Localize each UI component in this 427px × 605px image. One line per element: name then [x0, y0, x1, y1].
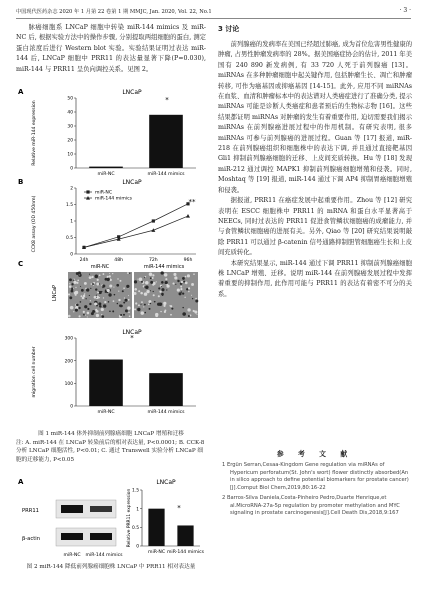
micro-row-label: LNCaP: [52, 284, 58, 302]
micrograph-cell: [98, 302, 101, 305]
micrograph-cell: [150, 277, 152, 279]
micrograph-cell: [107, 289, 110, 292]
micrograph-cell: [158, 287, 160, 289]
micrograph-cell: [164, 273, 168, 277]
chart-c-bar: [149, 373, 183, 406]
micrograph-cell: [107, 278, 110, 281]
micrograph-cell: [139, 277, 143, 281]
micrograph-cell: [82, 297, 85, 300]
micrograph-cell: [126, 285, 129, 288]
chart-b-x-tick-label: 96h: [183, 258, 193, 263]
micrograph-cell: [84, 305, 87, 308]
chart-c-y-tick-label: 0: [70, 404, 73, 410]
figure-2-letter: A: [18, 478, 24, 486]
micrograph-cell: [161, 271, 164, 274]
chart-b-legend-marker: [86, 190, 89, 193]
micrograph-cell: [160, 311, 161, 312]
micrograph-cell: [171, 308, 173, 310]
micrograph-cell: [161, 293, 164, 296]
micrograph-cell: [166, 285, 169, 288]
blot-lane-mimics: miR-144 mimics: [85, 553, 123, 558]
micrograph-cell: [152, 277, 154, 279]
micrograph-cell: [144, 304, 146, 306]
micrograph-cell: [194, 311, 197, 314]
micrograph-cell: [137, 279, 138, 280]
micrograph-cell: [145, 276, 146, 277]
chart-a-y-tick-label: 20: [67, 138, 73, 144]
micrograph-cell: [91, 283, 93, 285]
micrograph-cell: [193, 273, 195, 275]
micrograph-cell: [78, 307, 80, 309]
micrograph-cell: [195, 300, 198, 303]
micrograph-cell: [118, 299, 120, 301]
micrograph-cell: [137, 308, 140, 311]
results-paragraph: 脉癌细胞系 LNCaP 细胞中转染 miR-144 mimics 及 miR-NC 后, 根据实验方法中的操作步骤, 分别提取两组细胞的蛋白, 测定蛋白浓度后进行 Western blot 实验。实验结果证明过表达 miR-144 后, LNCaP 细胞中 PRR11 的表达量显著下降(P=0.030), miR-144 与 PRR11 呈负向调控关系。见图 2。: [16, 24, 206, 73]
micrograph-cell: [129, 315, 131, 317]
micrographs: [68, 271, 198, 318]
micrograph-cell: [93, 285, 94, 286]
micrograph-cell: [140, 292, 143, 295]
left-column-text: [16, 23, 206, 75]
micrograph-cell: [91, 276, 93, 278]
micrograph-cell: [77, 280, 79, 282]
micrograph-cell: [103, 304, 106, 307]
figure-2-caption: [16, 563, 206, 572]
micrograph-cell: [138, 290, 140, 292]
micrograph-cell: [152, 274, 154, 276]
chart-d-x-tick-label: miR-NC: [147, 550, 166, 555]
micrograph-cell: [68, 293, 70, 295]
micrograph-cell: [109, 273, 110, 274]
discussion-paragraph-1: 前列腺癌的发病率在美国已经超过肺癌, 成为首位危害男性健康的肿瘤, 占男性肿瘤发病率的 28%。据美国癌症协会的估计, 2011 年美国有 240 890 新发病例, 有 33 720 人死于前列腺癌 [13]。miRNAs 在多种肿瘤细胞中起关键作用, 包括肿瘤生长、凋亡和肿瘤转移, 可作为癌基因或抑癌基因 [14-15]。此外, 应用不同 miRNAs 在血浆、血清和肿瘤标本中的表达谱对人类癌症进行了准确分类, 提示 miRNAs 可能是诊断人类癌症和患者预后的生物标志物 [16]。这些结果都证明 miRNAs 对肿瘤的发生有着重要作用, 迫切需要我们揭示 miRNAs 在前列腺癌进展过程中的作用机制。有研究表明, 很多 miRNAs 可参与前列腺癌的进展过程。Guan 等 [17] 报道, miR-218 在前列腺癌组织和细胞株中的表达下调, 并且通过直接靶基因 Gli1 抑制前列腺癌细胞的迁移、上皮间充质转换。Hu 等 [18] 发现 miR-212 通过调控 MAPK1 抑制前列腺癌细胞增殖和侵袭。同时, Moshtaq 等 [19] 报道, miR-144 通过下调 AP4 抑制胃癌细胞增殖和侵袭。: [218, 41, 412, 194]
micrograph-cell: [129, 273, 130, 274]
micrograph-cell: [183, 281, 185, 283]
reference-item: 2 Barros-Silva Daniela,Costa-Pinheiro Pedro,Duarte Henrique,et al.MicroRNA-27a-5p regulation by promoter methylation and MYC signaling in prostate carcinogenesis[J].Cell Death Dis,2018,9:167: [222, 494, 400, 517]
chart-c-y-tick-label: 100: [64, 381, 73, 387]
micrograph-cell: [140, 304, 141, 305]
micrograph-cell: [69, 283, 70, 284]
micrograph-cell: [87, 312, 90, 315]
micrograph-cell: [161, 288, 164, 291]
chart-a-y-tick-label: 0: [70, 166, 73, 172]
figure-1-caption: [16, 430, 206, 464]
micrograph-cell: [134, 288, 137, 291]
micrograph-cell: [144, 292, 148, 296]
micrograph-cell: [148, 300, 151, 303]
micrograph-cell: [75, 287, 76, 288]
chart-b-point: [152, 219, 155, 222]
chart-b-legend-label: miR-NC: [95, 190, 113, 196]
micrograph-cell: [188, 315, 190, 317]
micrograph-cell: [73, 281, 76, 284]
micrograph-cell: [153, 294, 155, 296]
micrograph-cell: [69, 285, 72, 288]
micrograph-cell: [163, 302, 166, 305]
chart-b-series-line: [84, 204, 188, 248]
chart-d: [132, 488, 205, 555]
micrograph-cell: [187, 274, 190, 277]
micrograph-cell: [144, 312, 146, 314]
micrograph-cell: [102, 284, 105, 287]
micrograph-cell: [149, 308, 151, 310]
micrograph-cell: [155, 314, 158, 317]
micrograph-cell: [153, 291, 154, 292]
micrograph-cell: [173, 273, 176, 276]
micrograph-cell: [92, 310, 95, 313]
chart-c: [65, 336, 196, 415]
micrograph-cell: [172, 283, 174, 285]
micrograph-cell: [109, 275, 111, 277]
micrograph-cell: [69, 296, 72, 299]
chart-c-x-tick-label: miR-NC: [97, 410, 115, 415]
micrograph-cell: [177, 289, 180, 292]
chart-b-y-tick-label: 0: [70, 252, 73, 258]
micrograph-cell: [80, 286, 81, 287]
micrograph-cell: [149, 273, 153, 277]
micrograph-cell: [165, 278, 167, 280]
micrograph-cell: [90, 300, 91, 301]
micrograph-cell: [94, 302, 97, 305]
micrograph-cell: [196, 314, 197, 315]
micrograph-cell: [73, 279, 74, 280]
micrograph-cell: [128, 312, 130, 314]
chart-a-bar: [149, 115, 183, 168]
running-header: [16, 6, 411, 19]
micrograph-cell: [85, 315, 86, 316]
figure-1-caption-title: 图 1 miR-144 体外抑制前列腺癌细胞 LNCaP 增殖和迁移: [38, 431, 184, 437]
panel-b-letter: B: [18, 178, 24, 186]
micrograph-cell: [89, 303, 91, 305]
micrograph-cell: [117, 278, 118, 279]
micrograph-cell: [175, 284, 176, 285]
micrograph-cell: [80, 295, 82, 297]
micrograph-cell: [181, 281, 183, 283]
micrograph-cell: [103, 297, 104, 298]
micrograph-cell: [120, 280, 122, 282]
micrograph-cell: [118, 291, 119, 292]
micro-column-1: miR-NC: [90, 264, 110, 270]
micrograph-cell: [99, 305, 102, 308]
micrograph-cell: [141, 281, 143, 283]
micrograph-cell: [159, 291, 161, 293]
micrograph-cell: [89, 274, 90, 275]
micrograph-cell: [87, 316, 88, 317]
micrograph-cell: [76, 304, 79, 307]
micrograph-cell: [191, 295, 192, 296]
micrograph-cell: [185, 276, 187, 278]
micrograph-cell: [185, 282, 188, 285]
micrograph-cell: [177, 280, 179, 282]
micrograph-cell: [117, 303, 119, 305]
micrograph-cell: [179, 292, 182, 295]
figure-2: [16, 476, 206, 560]
chart-a-y-tick-label: 10: [67, 152, 73, 158]
micrograph-cell: [101, 314, 102, 315]
references-list: [222, 462, 412, 520]
micrograph-cell: [145, 286, 149, 290]
blot-band-actin-mimics: [90, 533, 112, 540]
micrograph-cell: [102, 273, 104, 275]
micrograph-cell: [81, 289, 84, 292]
blot-band-prr11-mimics: [90, 506, 112, 512]
micrograph-cell: [182, 292, 184, 294]
micrograph-cell: [164, 311, 166, 313]
micrograph-cell: [108, 293, 111, 296]
micrograph-cell: [169, 305, 170, 306]
micrograph-cell: [95, 288, 97, 290]
micrograph-cell: [127, 306, 130, 309]
micrograph-cell: [128, 295, 129, 296]
section-heading: 3 讨论: [218, 25, 240, 33]
figure-2-caption-text: 图 2 miR-144 降低前列腺癌细胞株 LNCaP 中 PRR11 相对表达量: [26, 564, 196, 570]
panel-a-ylabel: Relative miR-144 expression: [32, 100, 37, 166]
micrograph-cell: [96, 297, 97, 298]
micrograph-cell: [144, 277, 145, 278]
chart-a-y-tick-label: 50: [67, 96, 73, 102]
micrograph-cell: [123, 287, 125, 289]
micrograph-cell: [182, 312, 186, 316]
micrograph-cell: [181, 291, 182, 292]
micrograph-cell: [83, 311, 85, 313]
chart-a-x-tick-label: miR-144 mimics: [147, 172, 185, 177]
micrograph-cell: [108, 301, 110, 303]
panel-b-title: LNCaP: [122, 179, 142, 186]
micrograph-cell: [125, 309, 128, 312]
micrograph-cell: [143, 306, 144, 307]
micrograph-cell: [99, 274, 101, 276]
blot-label-prr11: PRR11: [22, 508, 39, 514]
references-heading: 参 考 文 献: [276, 450, 354, 458]
panel-b-significance: **: [188, 198, 196, 206]
chart-b-y-tick-label: 1.5: [66, 203, 73, 209]
micrograph-cell: [188, 291, 190, 293]
micrograph-cell: [75, 309, 78, 312]
micrograph-cell: [192, 298, 193, 299]
micrograph-cell: [174, 276, 177, 279]
chart-a: [67, 96, 196, 177]
micrograph-cell: [157, 303, 160, 306]
chart-d-x-tick-label: miR-144 mimics: [166, 550, 205, 555]
micrograph-cell: [166, 289, 167, 290]
journal-header: 中国现代医药杂志 2020 年 1 月第 22 卷第 1 期 MMJC, Jan. 2020, Vol. 22, No.1: [16, 9, 212, 15]
micrograph-cell: [187, 308, 190, 311]
micrograph-cell: [71, 288, 73, 290]
chart-b-point: [186, 214, 190, 218]
micrograph-cell: [145, 281, 149, 285]
chart-b-x-tick-label: 48h: [114, 258, 124, 263]
micrograph-cell: [70, 306, 74, 310]
micrograph-cell: [97, 279, 99, 281]
chart-b-y-tick-label: 1: [70, 219, 73, 225]
micrograph-cell: [86, 288, 89, 291]
panel-c-significance: *: [130, 334, 134, 342]
figure-2-title: LNCaP: [156, 479, 176, 486]
micrograph-cell: [182, 307, 183, 308]
micrograph-cell: [165, 281, 168, 284]
micrograph-cell: [141, 311, 144, 314]
panel-a-letter: A: [18, 88, 24, 96]
figure-2-svg: [16, 476, 206, 560]
panel-b-ylabel: CCK8 assay (OD 450nm): [32, 195, 37, 253]
micrograph-cell: [105, 292, 106, 293]
micrograph-cell: [109, 284, 112, 287]
blot-band-prr11-nc: [61, 505, 83, 513]
page-number: · 3 ·: [399, 7, 411, 14]
chart-c-bar: [89, 360, 123, 406]
micrograph-cell: [73, 311, 74, 312]
chart-d-bar: [148, 509, 164, 546]
micrograph-cell: [124, 297, 125, 298]
micrograph-cell: [113, 287, 114, 288]
figure-2-significance: *: [177, 504, 181, 512]
micrograph-cell: [188, 287, 190, 289]
chart-b: [66, 186, 196, 263]
chart-b-x-tick-label: 72h: [148, 258, 158, 263]
figure-1-svg: [16, 88, 206, 428]
micrograph-cell: [84, 294, 85, 295]
chart-b-y-tick-label: 0.5: [66, 236, 73, 242]
micrograph-cell: [154, 301, 156, 303]
figure-1: [16, 88, 206, 428]
micrograph-cell: [101, 308, 104, 311]
micrograph-cell: [156, 281, 157, 282]
chart-b-legend-label: miR-144 mimics: [95, 196, 133, 202]
micrograph-cell: [191, 283, 194, 286]
micrograph-cell: [170, 314, 172, 316]
micrograph-cell: [123, 302, 125, 304]
micrograph-cell: [71, 283, 73, 285]
micrograph-cell: [84, 282, 87, 285]
micrograph-cell: [114, 294, 116, 296]
micrograph-cell: [156, 313, 157, 314]
micrograph-cell: [134, 280, 137, 283]
micrograph-cell: [96, 295, 97, 296]
micrograph-cell: [78, 315, 80, 317]
micrograph-cell: [180, 288, 182, 290]
micrograph-cell: [89, 276, 92, 279]
micrograph-cell: [96, 314, 99, 317]
micrograph-cell: [104, 301, 106, 303]
micrograph-cell: [158, 295, 160, 297]
micrograph-cell: [152, 284, 154, 286]
micrograph-cell: [161, 286, 162, 287]
chart-d-y-tick-label: 0.5: [132, 525, 139, 531]
chart-c-x-tick-label: miR-144 mimics: [147, 410, 185, 415]
micrograph-cell: [125, 299, 128, 302]
micrograph-cell: [128, 299, 130, 301]
micrograph-cell: [150, 281, 153, 284]
chart-b-x-tick-label: 24h: [79, 258, 89, 263]
discussion-paragraph-3: 本研究结果显示, miR-144 通过下调 PRR11 抑制前列腺癌细胞株 LNCaP 增殖、迁移。说明 miR-144 在前列腺癌发展过程中发挥着重要的抑制作用, 此作用可能与 PRR11 的表达有着密不可分的关系。: [218, 259, 412, 298]
micrograph-cell: [135, 302, 137, 304]
micrograph-cell: [97, 291, 99, 293]
micrograph-cell: [109, 310, 111, 312]
right-column-text: [218, 23, 412, 300]
micrograph-cell: [112, 310, 114, 312]
micrograph-cell: [146, 290, 149, 293]
micro-column-2: miR-144 mimics: [143, 264, 185, 270]
micrograph-cell: [69, 278, 72, 281]
micrograph-cell: [134, 292, 137, 295]
micrograph-cell: [85, 298, 86, 299]
chart-d-y-tick-label: 0: [136, 544, 139, 550]
blot-band-actin-nc: [61, 533, 83, 540]
micrograph-cell: [80, 301, 82, 303]
panel-c-ylabel: migration cell number: [32, 346, 37, 398]
blot-label-actin: β-actin: [22, 536, 40, 542]
panel-a-significance: *: [165, 96, 169, 104]
micrograph-cell: [127, 272, 129, 274]
chart-b-y-tick-label: 2: [70, 186, 73, 192]
micrograph-cell: [161, 281, 164, 284]
micrograph-cell: [141, 301, 143, 303]
micrograph-cell: [195, 298, 197, 300]
micrograph-cell: [122, 290, 124, 292]
micrograph-cell: [182, 277, 185, 280]
micrograph-cell: [119, 304, 122, 307]
micrograph-cell: [138, 304, 140, 306]
chart-c-y-tick-label: 200: [64, 359, 73, 365]
figure-2-ylabel: Relative PRR11 expression: [127, 488, 132, 548]
panel-c-letter: C: [18, 260, 24, 268]
chart-d-y-tick-label: 1: [136, 507, 139, 513]
micrograph-cell: [96, 283, 99, 286]
micrograph-cell: [89, 295, 90, 296]
micrograph-cell: [123, 314, 125, 316]
chart-d-y-tick-label: 1.5: [132, 488, 139, 494]
micrograph-cell: [83, 314, 85, 316]
micrograph-cell: [116, 284, 119, 287]
chart-a-y-tick-label: 30: [67, 124, 73, 130]
chart-a-y-tick-label: 40: [67, 110, 73, 116]
micrograph-cell: [150, 303, 151, 304]
micrograph-cell: [76, 272, 79, 275]
chart-c-y-tick-label: 300: [64, 336, 73, 342]
micrograph-cell: [92, 283, 94, 285]
chart-d-bar: [177, 525, 193, 546]
figure-1-caption-note: 注: A. miR-144 在 LNCaP 转染前后的相对表达量, P<0.0001; B. CCK-8 分析 LNCaP 细胞活性, P<0.01; C. 通过 Transwell 实验分析 LNCaP 细胞的迁移能力, P<0.05: [16, 439, 205, 463]
panel-a-title: LNCaP: [122, 89, 142, 96]
panel-c-title: LNCaP: [122, 329, 142, 336]
micrograph-cell: [76, 282, 78, 284]
micrograph-cell: [68, 315, 71, 318]
blot-lane-nc: miR-NC: [63, 553, 81, 558]
micrograph-cell: [120, 314, 122, 316]
chart-a-bar: [89, 167, 123, 168]
micrograph-cell: [144, 286, 145, 287]
chart-a-x-tick-label: miR-NC: [97, 172, 115, 177]
reference-item: 1 Ergün Serran,Cesaa-Kingdom Gene regulation via miRNAs of Hypericum perforatum(St. John's wort) flower distinctly absorbed(An in silico approach to define potential biomarkers for prostate cancer)[J].Comput Biol Chem,2019,80:16-22: [222, 462, 409, 492]
micrograph-cell: [87, 308, 89, 310]
micrograph-cell: [90, 288, 91, 289]
micrograph-cell: [184, 297, 185, 298]
micrograph-cell: [134, 308, 136, 310]
micrograph-cell: [180, 286, 182, 288]
discussion-paragraph-2: 据报道, PRR11 在癌症发展中起重要作用。Zhou 等 [12] 研究表明在 ESCC 细胞株中 PRR11 的 mRNA 和蛋白水平显著高于 NEECs, 同时过表达的 PRR11 促进食管鳞状细胞癌的成瘤能力, 并与食管鳞状细胞癌的进展有关。另外, Qiao 等 [20] 研究结果说明敲除 PRR11 可以通过 β-catenin 信号通路抑制胆管细胞癌生长和上皮间充质转化。: [218, 197, 412, 257]
micrograph-cell: [96, 310, 98, 312]
micrograph-cell: [112, 273, 113, 274]
micrograph-cell: [101, 315, 104, 318]
micrograph-cell: [150, 290, 151, 291]
micrograph-cell: [148, 304, 150, 306]
micrograph-cell: [113, 300, 115, 302]
micrograph-cell: [95, 275, 99, 279]
micrograph-cell: [74, 291, 77, 294]
